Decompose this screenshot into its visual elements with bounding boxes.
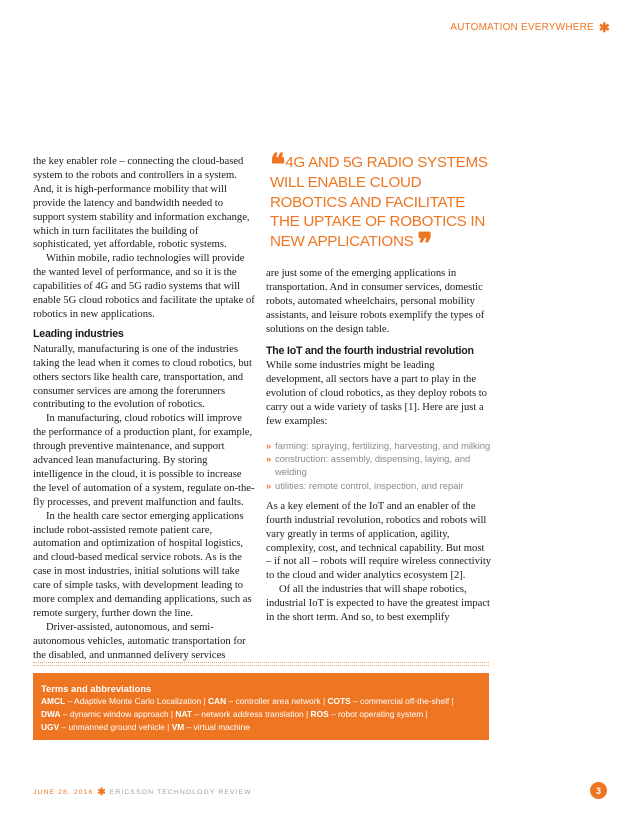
chevron-right-icon: » bbox=[266, 453, 272, 465]
term-abbr: AMCL bbox=[41, 696, 66, 706]
term-abbr: NAT bbox=[175, 709, 192, 720]
paragraph: In the health care sector emerging applications include robot-assisted remote patient care, automation and optimization of hospital logistics, and cloud-based medical service robots. As is the case in most industries, initial solutions will take care of simple tasks, with development leading to more complex and demanding applications, such as remote surgery, further down the line. bbox=[33, 510, 252, 619]
page-number: 3 bbox=[590, 782, 607, 799]
paragraph: Naturally, manufacturing is one of the industries taking the lead when it comes to cloud robotics, but others sectors like health care, transportation, and consumer services are among the forerunners contributing to the evolution of robotics. bbox=[33, 343, 252, 411]
section-heading: Leading industries bbox=[33, 327, 124, 340]
section-heading: The IoT and the fourth industrial revolution bbox=[266, 344, 474, 357]
paragraph: the key enabler role – connecting the cloud-based system to the robots and controllers in a system. And, it is high-performance mobility that will provide the latency and bandwidth needed to support system stability and information exchange, which in turn facilitates the building of sophisticated, yet affordable, robotic systems. bbox=[33, 156, 250, 251]
terms-line bbox=[41, 708, 481, 721]
running-header bbox=[450, 21, 610, 34]
terms-title: Terms and abbreviations bbox=[41, 683, 152, 694]
list-item-text: farming: spraying, fertilizing, harvesting, and milking bbox=[275, 439, 491, 451]
footer-date: JUNE 28, 2016 bbox=[33, 789, 94, 796]
paragraph: Driver-assisted, autonomous, and semi-autonomous vehicles, automatic transportation for the disabled, and unmanned delivery services bbox=[33, 621, 246, 661]
paragraph: As a key element of the IoT and an enabler of the fourth industrial revolution, robotics and robots will vary greatly in terms of application, agility, complexity, cost, and technical capability. But most – if not all – robots will require wireless connectivity to the cloud and wider analytics ecosystem [2]. bbox=[266, 500, 492, 582]
terms-box bbox=[33, 673, 489, 740]
dotted-divider bbox=[33, 665, 489, 666]
paragraph: are just some of the emerging applications in transportation. And in consumer services, domestic robots, automated wheelchairs, personal mobility assistants, and leisure robots exemplify the types of solutions on the design table. bbox=[266, 268, 485, 335]
chevron-right-icon: » bbox=[266, 439, 272, 451]
asterisk-icon: ✱ bbox=[97, 787, 106, 798]
terms-line bbox=[41, 721, 481, 734]
right-column bbox=[266, 267, 492, 625]
term-def: – commercial off-the-shelf | bbox=[350, 696, 454, 706]
open-quote-icon: ❛❛ bbox=[270, 149, 282, 182]
left-column bbox=[33, 155, 255, 663]
list-item bbox=[266, 452, 492, 478]
term-def: – virtual machine bbox=[184, 722, 250, 733]
paragraph: Within mobile, radio technologies will provide the wanted level of performance, and so it is the capabilities of 4G and 5G radio systems that will enable 5G cloud robotics and facilitate the uptake of robotics in new applications. bbox=[33, 253, 255, 320]
pull-quote-text: 4G AND 5G RADIO SYSTEMS WILL ENABLE CLOUD ROBOTICS AND FACILITATE THE UPTAKE OF ROBOTICS IN NEW APPLICATIONS bbox=[270, 154, 488, 251]
chevron-right-icon: » bbox=[266, 479, 272, 491]
term-abbr: COTS bbox=[327, 696, 351, 706]
paragraph: While some industries might be leading development, all sectors have a part to play in the evolution of cloud robotics, as they deploy robots to carry out a wide variety of tasks [1]. Here are just a few examples: bbox=[266, 360, 487, 428]
term-def: – robot operating system | bbox=[328, 709, 428, 720]
dotted-divider bbox=[33, 662, 489, 663]
term-def: – unmanned ground vehicle | bbox=[59, 722, 172, 733]
term-abbr: ROS bbox=[310, 709, 329, 720]
term-def: – dynamic window approach | bbox=[60, 709, 176, 720]
term-def: – Adaptive Monte Carlo Localization | bbox=[65, 696, 208, 706]
list-item-text: construction: assembly, dispensing, laying, and welding bbox=[275, 453, 471, 478]
term-def: – network address translation | bbox=[191, 709, 311, 720]
paragraph: In manufacturing, cloud robotics will improve the performance of a production plant, for example, through preventive maintenance, and support advanced lean manufacturing. By storing intelligence in the cloud, it is possible to increase the level of automation of a system, regulate on-the-fly processes, and prevent malfunction and faults. bbox=[33, 413, 255, 508]
page-footer bbox=[33, 787, 252, 798]
pull-quote bbox=[270, 149, 494, 262]
footer-publication: ERICSSON TECHNOLOGY REVIEW bbox=[109, 789, 252, 796]
list-item-text: utilities: remote control, inspection, and repair bbox=[275, 479, 464, 491]
list-item bbox=[266, 479, 492, 492]
terms-line bbox=[41, 695, 481, 708]
term-abbr: VM bbox=[171, 722, 185, 733]
term-abbr: DWA bbox=[41, 709, 61, 720]
asterisk-icon: ✱ bbox=[598, 20, 610, 35]
term-abbr: UGV bbox=[41, 722, 60, 733]
close-quote-icon: ❜❜ bbox=[417, 228, 429, 262]
bullet-list bbox=[266, 439, 492, 492]
paragraph: Of all the industries that will shape robotics, industrial IoT is expected to have the greatest impact in the short term. And so, to best exemplify bbox=[266, 584, 490, 624]
list-item bbox=[266, 439, 492, 452]
term-def: – controller area network | bbox=[226, 696, 328, 706]
header-title: AUTOMATION EVERYWHERE bbox=[450, 22, 594, 33]
term-abbr: CAN bbox=[207, 696, 227, 706]
